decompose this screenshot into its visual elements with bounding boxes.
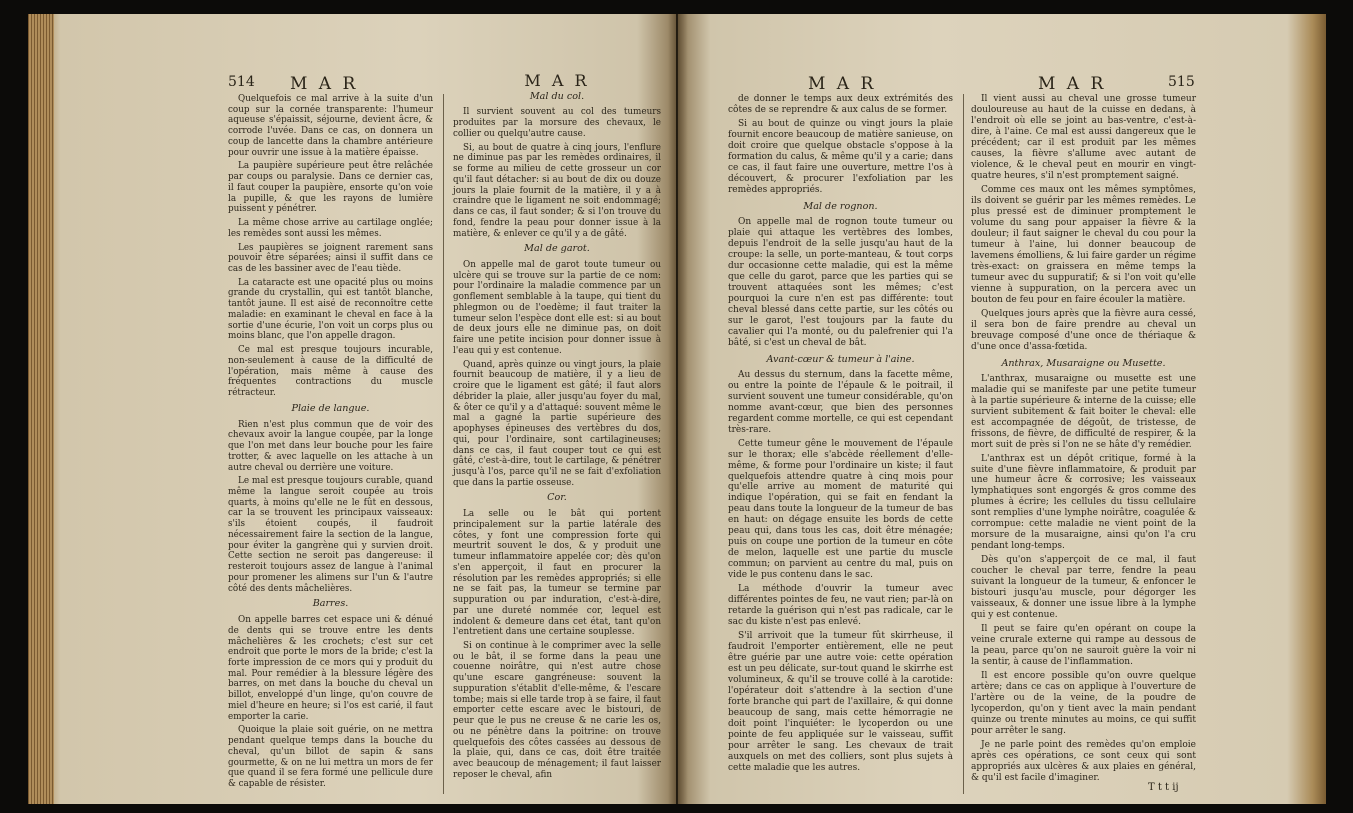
- right-page: [678, 14, 1326, 804]
- section-heading: Barres.: [312, 598, 349, 610]
- column-rule: [963, 94, 964, 794]
- signature-mark: T t t ij: [1148, 782, 1179, 793]
- paragraph: La même chose arrive au cartilage onglée; les remèdes sont aussi les mêmes.: [228, 218, 433, 239]
- paragraph: On appelle barres cet espace uni & dénué de dents qui se trouve entre les dents mâchelières & les crochets; c'est sur cet endroit que porte le mors de la bride; c'est la forte impression de ce mors qui y produit du mal. Pour remédier à la blessure légère des barres, on met dans la bouche du cheval un billot, enveloppé d'un linge, qu'on couvre de miel d'heure en heure; si l'os est carié, il faut emporter la carie.: [228, 615, 433, 722]
- right-running-head-right: M A R: [1038, 74, 1107, 94]
- paragraph: La cataracte est une opacité plus ou moins grande du crystallin, qui est tantôt blanche, tantôt jaune. Il est aisé de reconnoître cette maladie: en examinant le cheval en face à la sortie d'une écurie, l'on voit un corps plus ou moins blanc, que l'on appelle dragon.: [228, 277, 433, 342]
- paragraph: Quelquefois ce mal arrive à la suite d'un coup sur la cornée transparente: l'humeur aqueuse s'épaissit, séjourne, devient âcre, & corrode l'uvée. Dans ce cas, on donnera un coup de lancette dans la chambre antérieure pour ouvrir une issue à la matière épaisse.: [228, 94, 433, 158]
- right-running-head-left: M A R: [808, 74, 877, 94]
- paragraph: Cette tumeur gêne le mouvement de l'épaule sur le thorax; elle s'abcède réellement d'elle-même, & forme pour l'ordinaire un kiste; il faut quelquefois attendre quatre à cinq mois pour qu'elle arrive au moment de maturité qui indique l'opération, qui se fait en fendant la peau dans toute la longueur de la tumeur de bas en haut: on dégage ensuite les bords de cette peau qui, dans tous les cas, doit être ménagée; puis on coupe une portion de la tumeur en côte de melon, laquelle est une partie du muscle commun; on parvient au centre du mal, puis on vide le pus contenu dans le sac.: [728, 438, 953, 581]
- paragraph: Si au bout de quinze ou vingt jours la plaie fournit encore beaucoup de matière sanieuse, on doit croire que quelque obstacle s'oppose à la formation du calus, & même qu'il y a carie; dans ce cas, il faut faire une ouverture, mettre l'os à découvert, & procurer l'exfoliation par les remèdes appropriés.: [728, 118, 953, 195]
- paragraph: Je ne parle point des remèdes qu'on emploie après ces opérations, ce sont ceux qui sont appropriés aux ulcères & aux plaies en général, & qu'il est facile d'imaginer.: [971, 740, 1196, 784]
- column-title: M A R: [524, 71, 590, 90]
- paragraph: Au dessus du sternum, dans la facette même, ou entre la pointe de l'épaule & le poitrail, il survient souvent une tumeur considérable, qu'on nomme avant-cœur, que bien des personnes regardent comme mortelle, ce qui est cependant très-rare.: [728, 369, 953, 435]
- left-page-number: 514: [228, 74, 255, 90]
- paragraph: L'anthrax est un dépôt critique, formé à la suite d'une fièvre inflammatoire, & produit par une humeur âcre & corrosive; les vaisseaux lymphatiques sont engorgés & gros comme des plumes à écrire; les cellules du tissu cellulaire sont remplies d'une lymphe noirâtre, coagulée & corrompue: cette maladie ne vient point de la morsure de la musaraigne, ainsi qu'on l'a cru pendant long-temps.: [971, 453, 1196, 552]
- column-rule: [443, 94, 444, 794]
- paragraph: Quoique la plaie soit guérie, on ne mettra pendant quelque temps dans la bouche du cheval, qu'un billot de sapin & sans gourmette, & on ne lui mettra un mors de fer que quand il se fera formé une pellicule dure & capable de résister.: [228, 725, 433, 790]
- paragraph: Il peut se faire qu'en opérant on coupe la veine crurale externe qui rampe au dessous de la peau, parce qu'on ne sauroit guère la voir ni la sentir, à cause de l'inflammation.: [971, 624, 1196, 668]
- right-column-2: [971, 94, 1196, 784]
- book-gutter: [668, 14, 688, 804]
- paragraph: Ce mal est presque toujours incurable, non-seulement à cause de la difficulté de l'opération, mais même à cause des fréquentes contractions du muscle rétracteur.: [228, 345, 433, 399]
- paragraph: Il est encore possible qu'on ouvre quelque artère; dans ce cas on applique à l'ouverture de l'artère ou de la veine, de la poudre de lycoperdon, qu'on y tient avec la main pendant quinze ou trente minutes au moins, ce qui suffit pour arrêter le sang.: [971, 671, 1196, 737]
- paragraph: La selle ou le bât qui portent principalement sur la partie latérale des côtes, y font une compression forte qui meurtrit souvent le dos, & y produit une tumeur inflammatoire appelée cor; dès qu'on s'en apperçoit, il faut en procurer la résolution par les remèdes appropriés; si elle ne se fait pas, la tumeur se termine par suppuration ou par induration, c'est-à-dire, par une dureté nommée cor, lequel est indolent & demeure dans cet état, tant qu'on l'entretient dans une certaine souplesse.: [453, 509, 661, 638]
- paragraph: Le mal est presque toujours curable, quand même la langue seroit coupée au trois quarts, à moins qu'elle ne le fût en dessous, car la se trouvent les principaux vaisseaux: s'ils étoient coupés, il faudroit nécessairement faire la section de la langue, pour éviter la gangrène qui y survien droit. Cette section ne seroit pas dangereuse: il resteroit toujours assez de langue à l'animal pour promener les alimens sur l'un & l'autre côté des dents mâchelières.: [228, 476, 433, 594]
- paragraph: de donner le temps aux deux extrémités des côtes de se reprendre & aux calus de se former.: [728, 94, 953, 115]
- left-column-2: [453, 71, 661, 796]
- left-page-edge: [28, 14, 54, 804]
- section-heading: Cor.: [547, 492, 567, 504]
- section-heading: Plaie de langue.: [291, 402, 370, 414]
- paragraph: Comme ces maux ont les mêmes symptômes, ils doivent se guérir par les mêmes remèdes. Le plus pressé est de diminuer promptement le volume du sang pour appaiser la fièvre & la douleur; il faut saigner le cheval du cou pour la tumeur à l'aine, lui donner beaucoup de lavemens émolliens, & lui faire garder un régime très-exact: on graissera en même temps la tumeur avec du suppuratif; & si l'on voit qu'elle vienne à suppuration, on la percera avec un bouton de feu pour en faire écouler la matière.: [971, 184, 1196, 305]
- paragraph: On appelle mal de rognon toute tumeur ou plaie qui attaque les vertèbres des lombes, depuis l'endroit de la selle jusqu'au haut de la croupe: la selle, un porte-manteau, & tout corps dur occasionne cette maladie, qui est la même que celle du garot, parce que les parties qui se trouvent attaquées sont les mêmes; c'est pourquoi la cure n'en est pas différente: tout cheval blessé dans cette partie, sur les côtés ou sur le garot, l'est toujours par la faute du cavalier qui l'a monté, ou du palefrenier qui l'a bâté, si c'est un cheval de bât.: [728, 216, 953, 348]
- right-page-number: 515: [1168, 74, 1195, 90]
- section-heading: Mal du col.: [529, 90, 585, 102]
- paragraph: La méthode d'ouvrir la tumeur avec différentes pointes de feu, ne vaut rien; par-là on retarde la guérison qui n'est pas radicale, car le sac du kiste n'est pas enlevé.: [728, 584, 953, 628]
- paragraph: Il survient souvent au col des tumeurs produites par la morsure des chevaux, le collier ou quelqu'autre cause.: [453, 107, 661, 139]
- paragraph: Si, au bout de quatre à cinq jours, l'enflure ne diminue pas par les remèdes ordinaires, il se forme au milieu de cette grosseur un cor qu'il faut détacher: si au bout de dix ou douze jours la plaie fournit de la matière, il y a à craindre que le ligament ne soit endommagé; dans ce cas, il faut sonder; & si l'on trouve du fond, fendre la peau pour donner issue à la matière, & enlever ce qu'il y a de gâté.: [453, 142, 661, 239]
- paragraph: Quelques jours après que la fièvre aura cessé, il sera bon de faire prendre au cheval un breuvage composé d'une once de thériaque & d'une once d'assa-fœtida.: [971, 308, 1196, 352]
- section-heading: Anthrax, Musaraigne ou Musette.: [1001, 357, 1166, 369]
- section-heading: Avant-cœur & tumeur à l'aine.: [766, 353, 915, 365]
- paragraph: Quand, après quinze ou vingt jours, la plaie fournit beaucoup de matière, il y a lieu de croire que le ligament est gâté; il faut alors débrider la plaie, aller jusqu'au foyer du mal, & ôter ce qu'il y a d'attaqué: souvent même le mal a gagné la partie supérieure des apophyses épineuses des vertèbres du dos, qui, pour l'ordinaire, sont cartilagineuses; dans ce cas, il faut couper tout ce qui est gâté, c'est-à-dire, tout le cartilage, & pénétrer jusqu'à l'os, parce qu'il ne se fait d'exfoliation que dans la partie osseuse.: [453, 359, 661, 488]
- paragraph: Si on continue à le comprimer avec la selle ou le bât, il se forme dans la peau une couenne noirâtre, qui n'est autre chose qu'une escare gangréneuse: souvent la suppuration s'établit d'elle-même, & l'escare tombe; mais si elle tarde trop à se faire, il faut emporter cette escare avec le bistouri, de peur que le pus ne creuse & ne carie les os, ou ne pénètre dans la poitrine: on trouve quelquefois des côtes cassées au dessous de la plaie, qui, dans ce cas, doit être traitée avec beaucoup de ménagement; il faut laisser reposer le cheval, afin: [453, 640, 661, 780]
- paragraph: L'anthrax, musaraigne ou musette est une maladie qui se manifeste par une petite tumeur à la partie supérieure & interne de la cuisse; elle survient subitement & fait boiter le cheval: elle est accompagnée de dégoût, de tristesse, de frissons, de fièvre, de difficulté de respirer, & la mort suit de près si l'on ne se hâte d'y remédier.: [971, 373, 1196, 450]
- paragraph: S'il arrivoit que la tumeur fût skirrheuse, il faudroit l'emporter entièrement, elle ne peut être guérie par une autre voie: cette opération est un peu délicate, sur-tout quand le skirrhe est volumineux, & qu'il se trouve collé à la carotide: l'opérateur doit s'attendre à la section d'une forte branche qui part de l'axillaire, & qui donne beaucoup de sang, mais cette hémorragie ne doit point l'inquiéter: le lycoperdon ou une pointe de feu appliquée sur le vaisseau, suffit pour arrêter le sang. Les chevaux de trait auxquels on met des colliers, sont plus sujets à cette maladie que les autres.: [728, 631, 953, 774]
- section-heading: Mal de rognon.: [803, 200, 878, 212]
- left-running-head: M A R: [290, 74, 359, 94]
- paragraph: Les paupières se joignent rarement sans pouvoir être séparées; ainsi il suffit dans ce cas de les bassiner avec de l'eau tiède.: [228, 242, 433, 275]
- left-column-1: [228, 94, 433, 799]
- book-spread: [28, 14, 1326, 804]
- paragraph: Rien n'est plus commun que de voir des chevaux avoir la langue coupée, par la longe que l'on met dans leur bouche pour les faire trotter, & avec laquelle on les attache à un autre cheval ou derrière une voiture.: [228, 419, 433, 473]
- paragraph: La paupière supérieure peut être relâchée par coups ou paralysie. Dans ce dernier cas, il faut couper la paupière, ensorte qu'on voie la pupille, & que les rayons de lumière puissent y pénétrer.: [228, 161, 433, 215]
- section-heading: Mal de garot.: [524, 243, 590, 255]
- paragraph: Dès qu'on s'apperçoit de ce mal, il faut coucher le cheval par terre, fendre la peau suivant la longueur de la tumeur, & enfoncer le bistouri jusqu'au muscle, pour dégorger les vaisseaux, & donner une issue libre à la lymphe qui y est contenue.: [971, 555, 1196, 621]
- right-column-1: [728, 94, 953, 799]
- paragraph: On appelle mal de garot toute tumeur ou ulcère qui se trouve sur la partie de ce nom: pour l'ordinaire la maladie commence par un gonflement semblable à la taupe, qui tient du phlegmon ou de l'oedème; il faut traiter la tumeur selon l'espèce dont elle est: si au bout de deux jours elle ne diminue pas, on doit faire une petite incision pour donner issue à l'eau qui y est contenue.: [453, 260, 661, 356]
- left-page: [28, 14, 676, 804]
- paragraph: Il vient aussi au cheval une grosse tumeur douloureuse au haut de la cuisse en dedans, à l'endroit où elle se joint au bas-ventre, c'est-à-dire, à l'aine. Ce mal est aussi dangereux que le précédent; car il est produit par les mêmes causes, la fièvre s'allume avec autant de violence, & le cheval peut en mourir en vingt-quatre heures, s'il n'est promptement saigné.: [971, 94, 1196, 181]
